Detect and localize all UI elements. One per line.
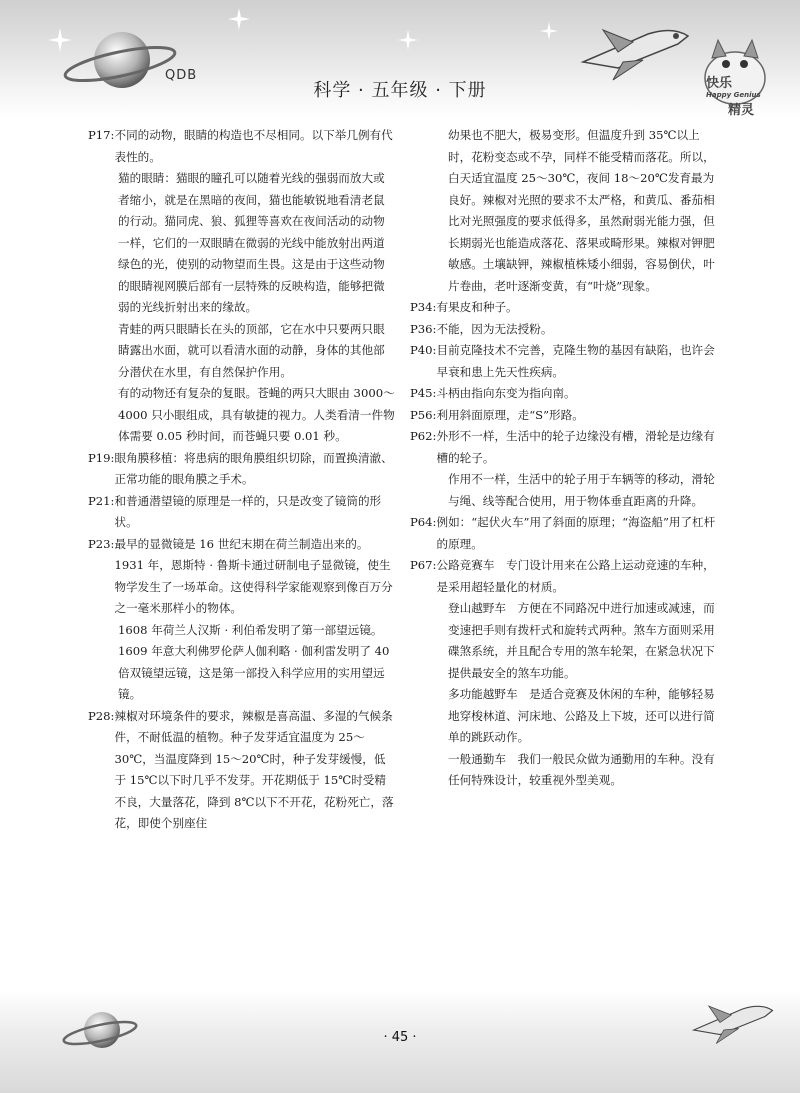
answer-p17	[88, 125, 396, 168]
right-column	[410, 125, 718, 792]
answer-p19	[88, 448, 396, 491]
space-shuttle-icon	[578, 22, 698, 82]
answer-paragraph: 登山越野车 方便在不同路况中进行加速或减速，而变速把手则有拨杆式和旋转式两种。煞车方面则采用碟煞系统，并且配合专用的煞车轮架，在紧急状况下提供最安全的煞车功能。	[448, 601, 715, 680]
answer-text: 辣椒对环境条件的要求，辣椒是喜高温、多湿的气候条件，不耐低温的植物。种子发芽适宜温度为 25～30℃，当温度降到 15～20℃时，种子发芽缓慢，低于 15℃以下时几乎不发芽。开花期低于 15℃时受精不良，大量落花，降到 8℃以下不开花，花粉死亡，落花，即使个别座住	[114, 708, 394, 830]
answer-paragraph-continued: 幼果也不肥大，极易变形。但温度升到 35℃以上时，花粉变态或不孕，同样不能受精而落花。所以，白天适宜温度 25～30℃，夜间 18～20℃发育最为良好。辣椒对光照的要求不太严格，和黄瓜、番茄相比对光照强度的要求低得多，虽然耐弱光能力强，但长期弱光也能造成落花、落果或畸形果。辣椒对钾肥敏感。土壤缺钾，辣椒植株矮小细弱，容易倒伏，叶片卷曲，老叶逐渐变黄，有“叶烧”现象。	[448, 128, 715, 293]
answer-p40	[410, 340, 718, 383]
left-column	[88, 125, 396, 835]
answer-number: P40:	[410, 343, 437, 357]
answer-text: 不同的动物，眼睛的构造也不尽相同。以下举几例有代表性的。	[114, 128, 393, 164]
answer-text: 公路竞赛车 专门设计用来在公路上运动竞速的车种，是采用超轻量化的材质。	[436, 558, 715, 594]
answer-p36	[410, 319, 718, 341]
answer-text: 利用斜面原理，走“S”形路。	[436, 407, 584, 422]
answer-paragraph: 作用不一样，生活中的轮子用于车辆等的移动，滑轮与绳、线等配合使用，用于物体垂直距离的升降。	[448, 472, 715, 508]
answer-text: 斗柄由指向东变为指向南。	[436, 386, 576, 400]
answer-text: 例如：“起伏火车”用了斜面的原理；“海盗船”用了杠杆的原理。	[436, 515, 716, 551]
answer-p34	[410, 297, 718, 319]
answer-text: 不能，因为无法授粉。	[436, 321, 553, 336]
answer-number: P36:	[410, 321, 437, 336]
answer-p67	[410, 555, 718, 598]
answer-p28	[88, 706, 396, 835]
answer-number: P21:	[88, 493, 115, 508]
page-title: 科学 · 五年级 · 下册	[313, 80, 487, 101]
sparkle-icon	[228, 8, 250, 30]
answer-number: P17:	[88, 128, 115, 142]
answer-paragraph: 有的动物还有复杂的复眼。苍蝇的两只大眼由 3000～4000 只小眼组成，具有敏捷的视力。人类看清一件物体需要 0.05 秒时间，而苍蝇只要 0.01 秒。	[118, 386, 395, 443]
logo-text-small: Happy Genius	[706, 91, 761, 99]
answer-number: P19:	[88, 450, 115, 465]
sparkle-icon	[48, 28, 72, 52]
answer-text: 目前克隆技术不完善，克隆生物的基因有缺陷，也许会早衰和患上先天性疾病。	[436, 343, 715, 379]
answer-number: P56:	[410, 407, 437, 422]
answer-paragraph: 多功能越野车 是适合竞赛及休闲的车种，能够轻易地穿梭林道、河床地、公路及上下坡，还可以进行简单的跳跃动作。	[448, 687, 715, 744]
brand-label: QDB	[165, 68, 198, 83]
answer-text: 有果皮和种子。	[436, 300, 518, 314]
answer-number: P28:	[88, 708, 115, 723]
answer-text: 外形不一样，生活中的轮子边缘没有槽，滑轮是边缘有槽的轮子。	[436, 429, 715, 465]
answer-p62	[410, 426, 718, 469]
answer-number: P23:	[88, 536, 115, 551]
answer-p64	[410, 512, 718, 555]
answer-p56	[410, 405, 718, 427]
answer-number: P67:	[410, 558, 437, 572]
answer-paragraph: 一般通勤车 我们一般民众做为通勤用的车种。没有任何特殊设计，较重视外型美观。	[448, 751, 715, 787]
answer-number: P64:	[410, 515, 437, 529]
logo-text-bottom: 精灵	[728, 103, 755, 118]
answer-number: P62:	[410, 429, 437, 443]
answer-p23	[88, 534, 396, 620]
page-number: · 45 ·	[383, 1030, 417, 1045]
answer-paragraph: 1608 年荷兰人汉斯 · 利伯希发明了第一部望远镜。1609 年意大利佛罗伦萨人伽利略 · 伽利雷发明了 40 倍双镜望远镜，这是第一部投入科学应用的实用望远镜。	[118, 622, 390, 701]
answer-text: 和普通潜望镜的原理是一样的，只是改变了镜筒的形状。	[114, 493, 382, 529]
logo-text-top: 快乐	[706, 76, 733, 91]
answer-number: P34:	[410, 300, 437, 314]
answer-p45	[410, 383, 718, 405]
answer-p21	[88, 491, 396, 534]
sparkle-icon	[540, 22, 558, 40]
logo	[706, 72, 761, 118]
answer-number: P45:	[410, 386, 437, 400]
answer-text: 最早的显微镜是 16 世纪末期在荷兰制造出来的。1931 年，恩斯特 · 鲁斯卡通过研制电子显微镜，使生物学发生了一场革命。这使得科学家能观察到像百万分之一毫米那样小的物体。	[114, 536, 393, 615]
sparkle-icon	[398, 30, 418, 50]
answer-text: 眼角膜移植：将患病的眼角膜组织切除，而置换清澈、正常功能的眼角膜之手术。	[114, 450, 393, 486]
answer-paragraph: 青蛙的两只眼睛长在头的顶部，它在水中只要两只眼睛露出水面，就可以看清水面的动静，身体的其他部分潜伏在水里，有自然保护作用。	[118, 321, 385, 379]
answer-paragraph: 猫的眼睛：猫眼的瞳孔可以随着光线的强弱而放大或者缩小，就是在黑暗的夜间，猫也能敏锐地看清老鼠的行动。猫同虎、狼、狐狸等喜欢在夜间活动的动物一样，它们的一双眼睛在微弱的光线中能放射出两道绿色的光，使别的动物望而生畏。这是由于这些动物的眼睛视网膜后部有一层特殊的反映构造，能够把微弱的光线折射出来的缘故。	[118, 171, 385, 314]
